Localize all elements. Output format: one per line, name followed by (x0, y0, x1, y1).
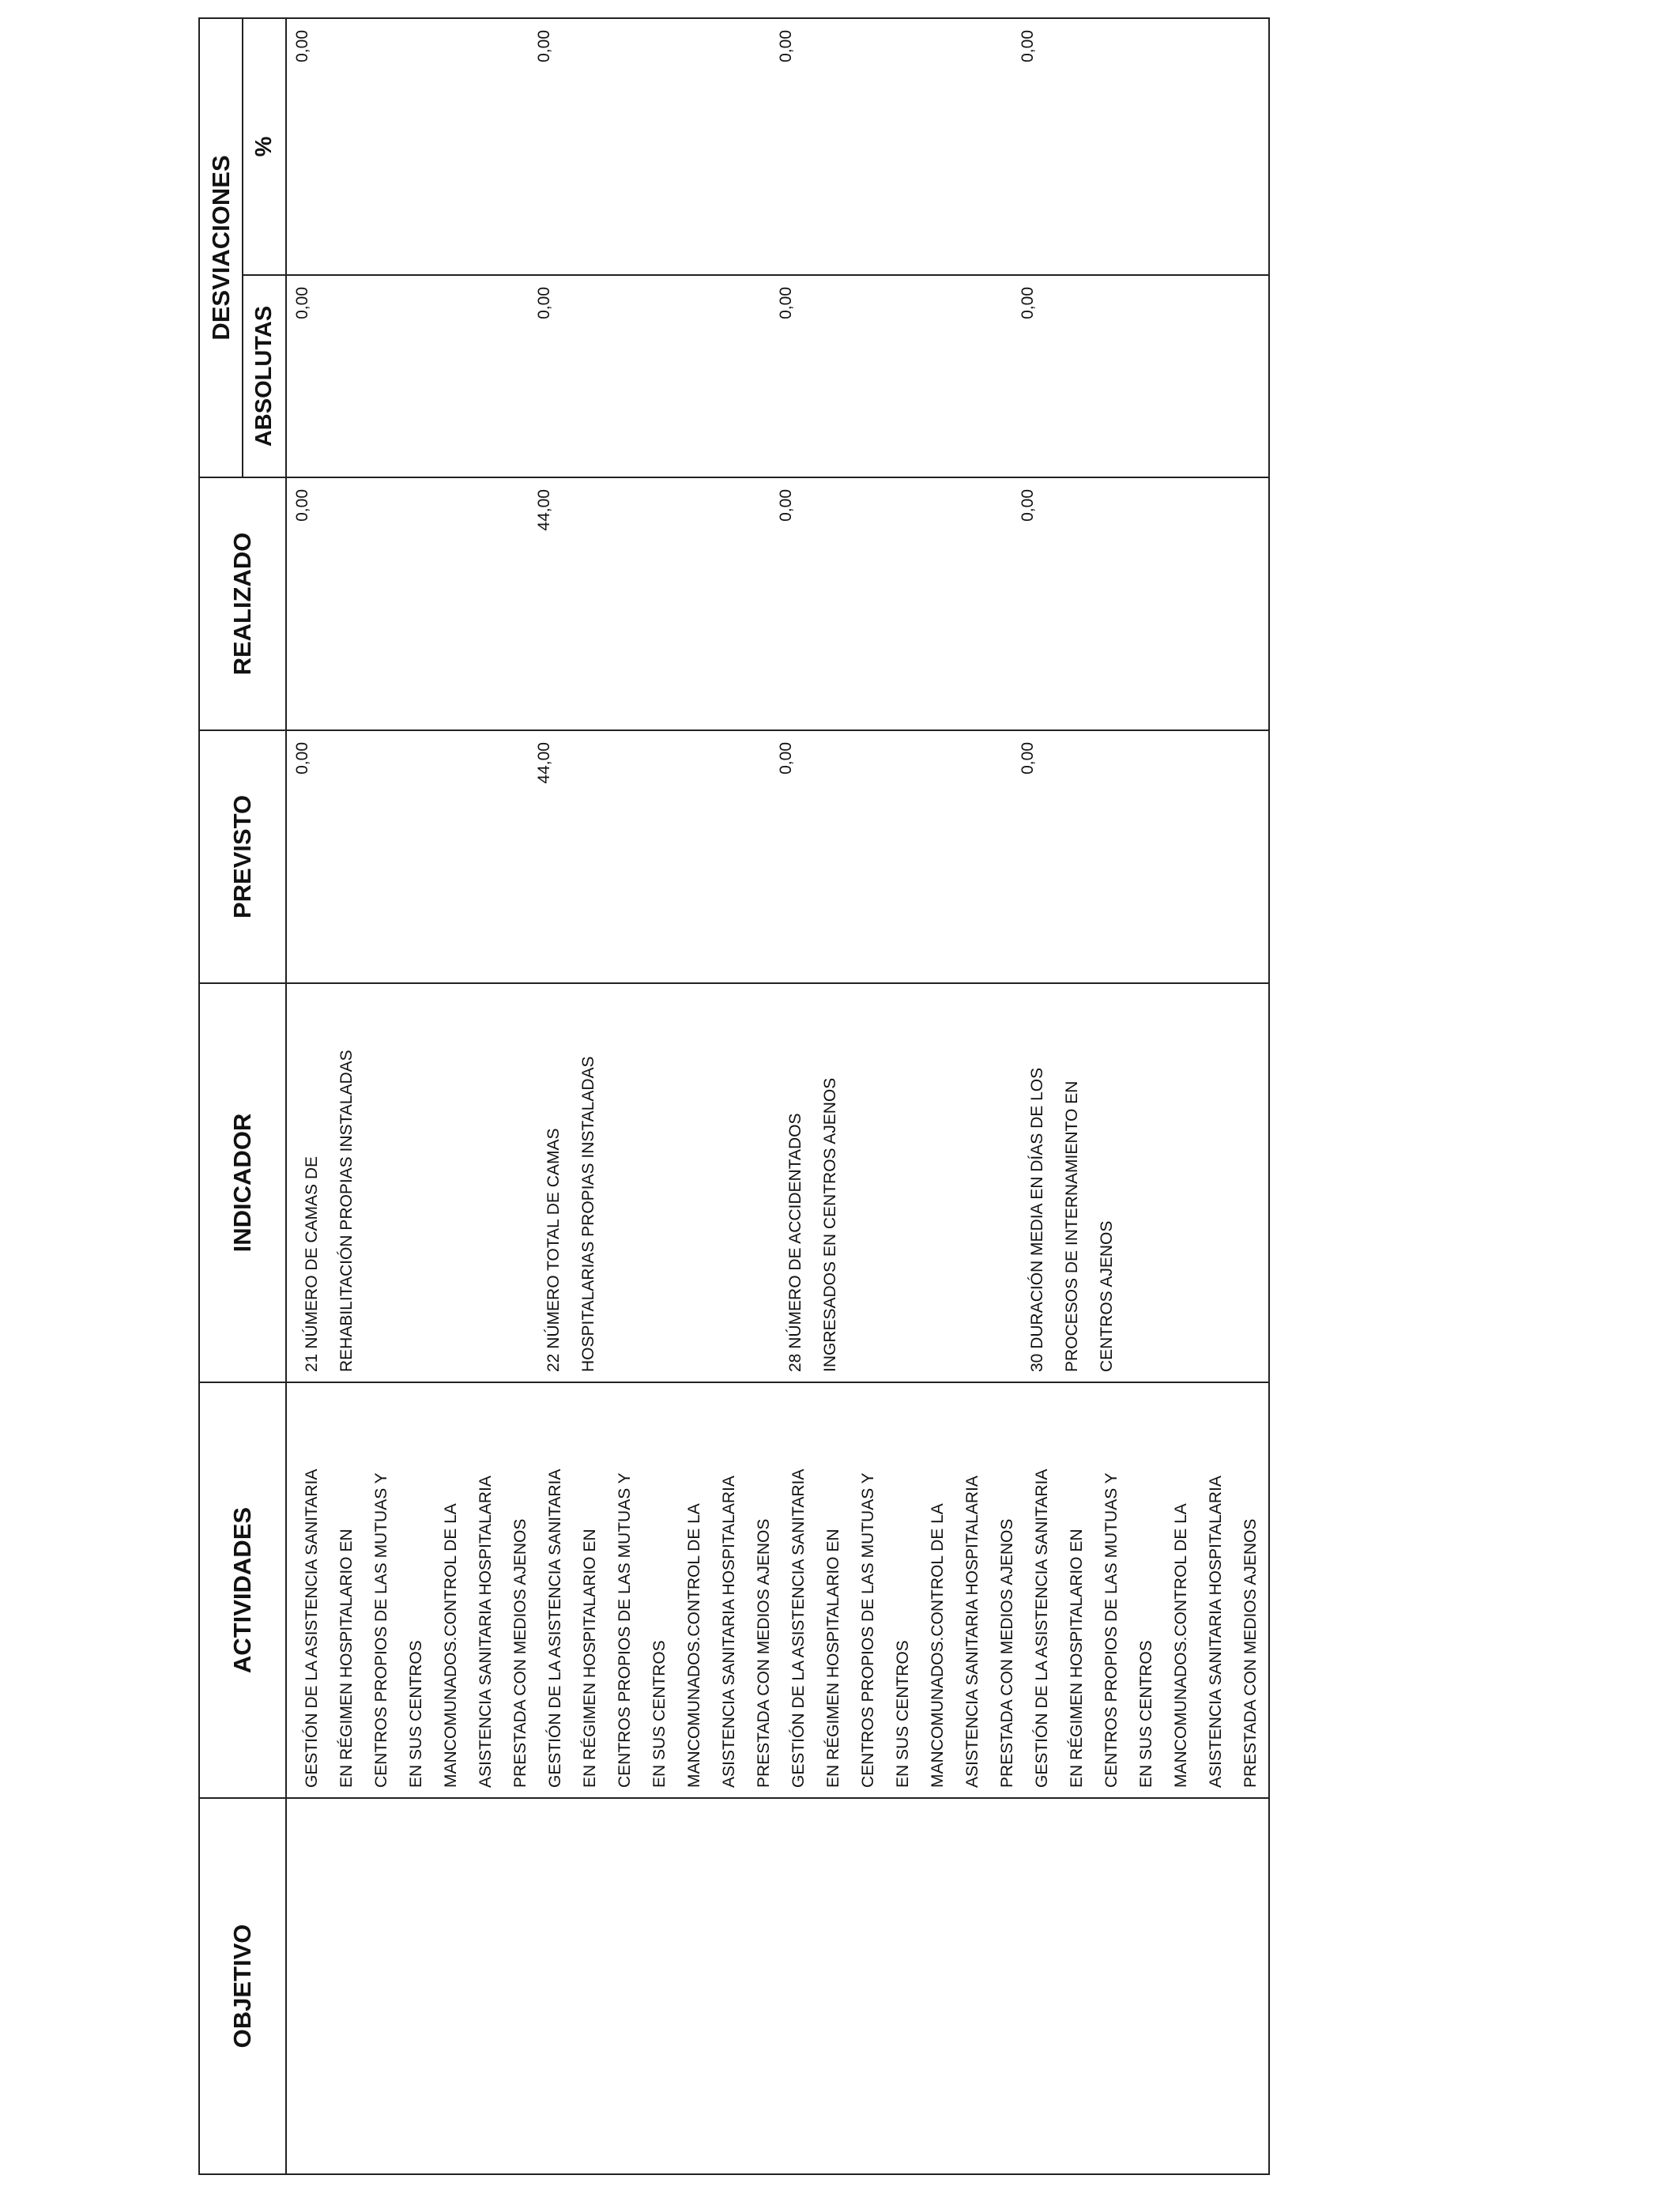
absolutas-value: 0,00 (293, 287, 311, 319)
actividades-text: GESTIÓN DE LA ASISTENCIA SANITARIA EN RÉGIMEN HOSPITALARIO EN CENTROS PROPIOS DE LAS MUTUAS Y EN SUS CENTROS MANCOMUNADOS.CONTROL DE LA ASISTENCIA SANITARIA HOSPITALARIA PRESTADA CON MEDIOS AJENOS GESTIÓN DE LA ASISTENCIA SANITARIA EN RÉGIMEN HOSPITALARIO EN CENTROS PROPIOS DE LAS MUTUAS Y EN SUS CENTROS MANCOMUNADOS.CONTROL DE LA ASISTENCIA SANITARIA HOSPITALARIA PRESTADA CON MEDIOS AJENOS GESTIÓN DE LA ASISTENCIA SANITARIA EN RÉGIMEN HOSPITALARIO EN CENTROS PROPIOS DE LAS MUTUAS Y EN SUS CENTROS MANCOMUNADOS.CONTROL DE LA ASISTENCIA SANITARIA HOSPITALARIA PRESTADA CON MEDIOS AJENOS GESTIÓN DE LA ASISTENCIA SANITARIA EN RÉGIMEN HOSPITALARIO EN CENTROS PROPIOS DE LAS MUTUAS Y EN SUS CENTROS MANCOMUNADOS.CONTROL DE LA ASISTENCIA SANITARIA HOSPITALARIA PRESTADA CON MEDIOS AJENOS (303, 1468, 1260, 1788)
absolutas-cell (286, 275, 1269, 477)
indicador-text: 21 NÚMERO DE CAMAS DE REHABILITACIÓN PROPIAS INSTALADAS (303, 1050, 356, 1372)
indicador-text: 30 DURACIÓN MEDIA EN DÍAS DE LOS PROCESOS DE INTERNAMIENTO EN CENTROS AJENOS (1028, 1067, 1116, 1372)
previsto-value: 0,00 (1019, 742, 1037, 775)
porcentaje-value: 0,00 (535, 30, 553, 62)
absolutas-value: 0,00 (777, 287, 795, 319)
header-desviaciones: DESVIACIONES (199, 18, 243, 477)
indicador-text: 28 NÚMERO DE ACCIDENTADOS INGRESADOS EN CENTROS AJENOS (786, 1077, 839, 1372)
porcentaje-value: 0,00 (777, 30, 795, 62)
header-previsto: PREVISTO (199, 730, 286, 983)
absolutas-value: 0,00 (1019, 287, 1037, 319)
porcentaje-value: 0,00 (293, 30, 311, 62)
header-objetivo: OBJETIVO (199, 1798, 286, 2174)
realizado-value: 44,00 (535, 489, 553, 531)
objetivo-cell (286, 1798, 1269, 2174)
indicador-text: 22 NÚMERO TOTAL DE CAMAS HOSPITALARIAS PROPIAS INSTALADAS (544, 1056, 597, 1372)
realizado-value: 0,00 (1019, 489, 1037, 522)
objetivo-text (287, 1799, 295, 2173)
indicador-cell (286, 983, 1269, 1382)
previsto-cell (286, 730, 1269, 983)
header-porcentaje: % (243, 18, 286, 275)
absolutas-value: 0,00 (535, 287, 553, 319)
previsto-value: 44,00 (535, 742, 553, 784)
header-absolutas: ABSOLUTAS (243, 275, 286, 477)
indicators-table (198, 17, 1270, 2175)
actividades-cell (286, 1382, 1269, 1798)
previsto-value: 0,00 (777, 742, 795, 775)
header-indicador: INDICADOR (199, 983, 286, 1382)
realizado-value: 0,00 (293, 489, 311, 522)
porcentaje-cell (286, 18, 1269, 275)
porcentaje-value: 0,00 (1019, 30, 1037, 62)
header-actividades: ACTIVIDADES (199, 1382, 286, 1798)
header-realizado: REALIZADO (199, 477, 286, 730)
previsto-value: 0,00 (293, 742, 311, 775)
realizado-cell (286, 477, 1269, 730)
realizado-value: 0,00 (777, 489, 795, 522)
